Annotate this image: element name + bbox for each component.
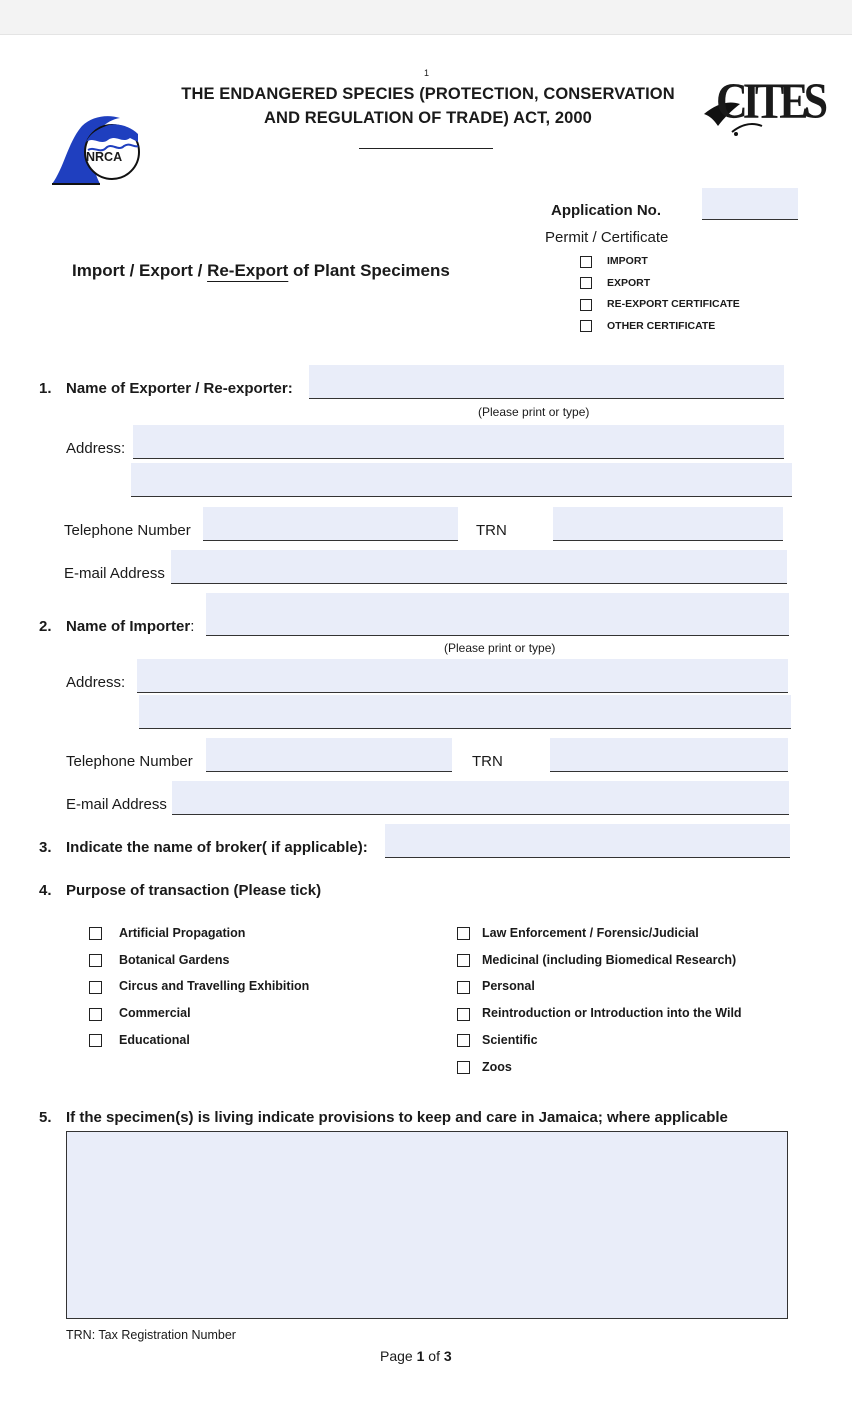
section1-number: 1. — [39, 380, 52, 397]
exporter-address-line2[interactable] — [131, 463, 792, 497]
application-number-label: Application No. — [551, 202, 661, 219]
purpose-circus-checkbox[interactable] — [89, 981, 102, 994]
importer-name-label: Name of Importer — [66, 618, 191, 635]
purpose-medicinal-label: Medicinal (including Biomedical Research) — [482, 953, 737, 967]
purpose-artificial-propagation-checkbox[interactable] — [89, 927, 102, 940]
importer-name-field[interactable] — [206, 593, 789, 636]
exporter-email-label: E-mail Address — [64, 565, 165, 582]
export-checkbox[interactable] — [580, 277, 592, 289]
importer-email-field[interactable] — [172, 781, 789, 815]
purpose-personal-label: Personal — [482, 979, 535, 993]
broker-label: Indicate the name of broker( if applicable): — [66, 839, 368, 856]
page-number — [380, 1348, 452, 1364]
purpose-circus-label: Circus and Travelling Exhibition — [119, 979, 310, 993]
re-export-certificate-label: RE-EXPORT CERTIFICATE — [607, 298, 740, 310]
act-title-line1: THE ENDANGERED SPECIES (PROTECTION, CONSERVATION — [181, 85, 675, 103]
purpose-zoos-label: Zoos — [482, 1060, 512, 1074]
cites-logo — [702, 73, 824, 140]
section2-number: 2. — [39, 618, 52, 635]
importer-telephone-field[interactable] — [206, 738, 452, 772]
exporter-email-field[interactable] — [171, 550, 787, 584]
importer-address-label: Address: — [66, 674, 126, 691]
form-title — [72, 261, 450, 281]
exporter-name-field[interactable] — [309, 365, 784, 399]
re-export-certificate-checkbox[interactable] — [580, 299, 592, 311]
act-title — [160, 82, 696, 130]
page-marker: 1 — [424, 68, 430, 78]
purpose-law-enforcement-label: Law Enforcement / Forensic/Judicial — [482, 926, 699, 940]
importer-email-label: E-mail Address — [66, 796, 167, 813]
section5-number: 5. — [39, 1109, 52, 1126]
importer-print-hint: (Please print or type) — [444, 641, 556, 655]
purpose-botanical-gardens-label: Botanical Gardens — [119, 953, 230, 967]
title-rule — [359, 148, 493, 149]
section4-number: 4. — [39, 882, 52, 899]
exporter-telephone-field[interactable] — [203, 507, 458, 541]
purpose-educational-checkbox[interactable] — [89, 1034, 102, 1047]
import-checkbox[interactable] — [580, 256, 592, 268]
section3-number: 3. — [39, 839, 52, 856]
other-certificate-checkbox[interactable] — [580, 320, 592, 332]
exporter-address-label: Address: — [66, 440, 126, 457]
importer-address-line1[interactable] — [137, 659, 788, 693]
purpose-scientific-checkbox[interactable] — [457, 1034, 470, 1047]
broker-field[interactable] — [385, 824, 790, 858]
importer-trn-label: TRN — [472, 753, 503, 770]
nrca-logo — [50, 112, 142, 188]
importer-name-label-wrap — [66, 618, 194, 635]
purpose-law-enforcement-checkbox[interactable] — [457, 927, 470, 940]
cites-logo-text: CITES — [716, 73, 824, 130]
page-total: 3 — [443, 1348, 452, 1364]
form-title-reexport: Re-Export — [207, 261, 289, 280]
form-title-part1: Import / Export / — [72, 261, 208, 280]
purpose-reintroduction-label: Reintroduction or Introduction into the Wild — [482, 1006, 742, 1020]
purpose-zoos-checkbox[interactable] — [457, 1061, 470, 1074]
importer-trn-field[interactable] — [550, 738, 788, 772]
exporter-telephone-label: Telephone Number — [64, 522, 191, 539]
purpose-commercial-label: Commercial — [119, 1006, 191, 1020]
page-prefix: Page — [380, 1348, 417, 1364]
purpose-reintroduction-checkbox[interactable] — [457, 1008, 470, 1021]
living-specimen-provisions-textarea[interactable] — [66, 1131, 788, 1319]
purpose-medicinal-checkbox[interactable] — [457, 954, 470, 967]
importer-address-line2[interactable] — [139, 695, 791, 729]
viewer-top-bar — [0, 0, 852, 35]
trn-footnote: TRN: Tax Registration Number — [66, 1328, 236, 1342]
purpose-artificial-propagation-label: Artificial Propagation — [119, 926, 246, 940]
exporter-address-line1[interactable] — [133, 425, 784, 459]
living-specimen-label: If the specimen(s) is living indicate provisions to keep and care in Jamaica; where applicable — [66, 1109, 728, 1126]
form-title-part3: of Plant Specimens — [288, 261, 450, 280]
exporter-trn-field[interactable] — [553, 507, 783, 541]
export-checkbox-label: EXPORT — [607, 277, 651, 289]
importer-name-colon: : — [190, 618, 195, 635]
exporter-name-label: Name of Exporter / Re-exporter: — [66, 380, 293, 397]
other-certificate-label: OTHER CERTIFICATE — [607, 320, 716, 332]
page-current: 1 — [416, 1348, 425, 1364]
permit-certificate-label: Permit / Certificate — [545, 229, 669, 246]
purpose-educational-label: Educational — [119, 1033, 190, 1047]
purpose-commercial-checkbox[interactable] — [89, 1008, 102, 1021]
purpose-botanical-gardens-checkbox[interactable] — [89, 954, 102, 967]
nrca-logo-text: NRCA — [86, 150, 123, 164]
page-of: of — [424, 1348, 444, 1364]
exporter-print-hint: (Please print or type) — [478, 405, 590, 419]
purpose-scientific-label: Scientific — [482, 1033, 538, 1047]
import-checkbox-label: IMPORT — [607, 255, 648, 267]
application-number-field[interactable] — [702, 188, 798, 220]
exporter-trn-label: TRN — [476, 522, 507, 539]
purpose-label: Purpose of transaction (Please tick) — [66, 882, 322, 899]
importer-telephone-label: Telephone Number — [66, 753, 193, 770]
purpose-personal-checkbox[interactable] — [457, 981, 470, 994]
act-title-line2: AND REGULATION OF TRADE) ACT, 2000 — [264, 109, 592, 127]
